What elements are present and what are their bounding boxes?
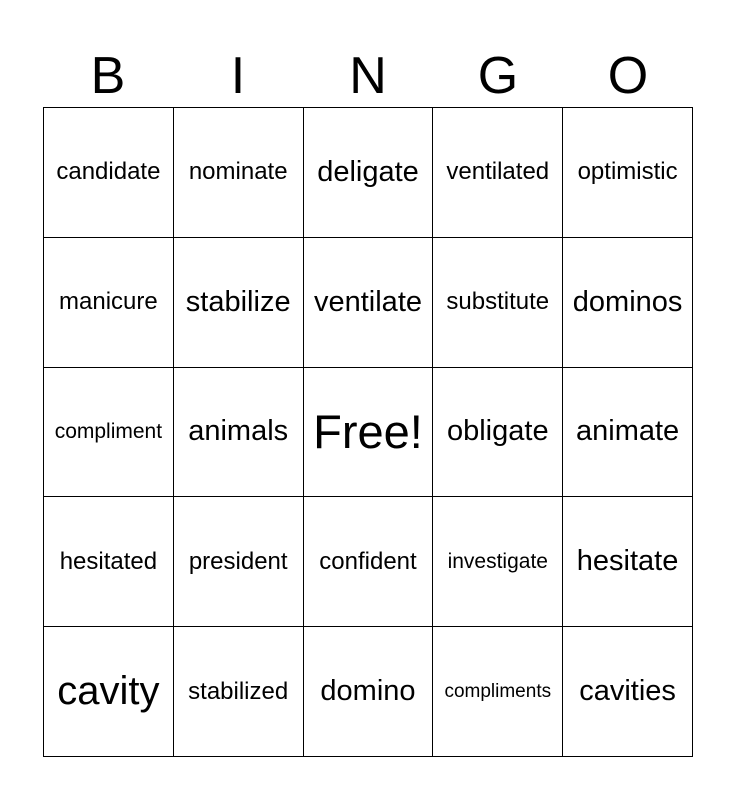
header-letter-b: B (90, 47, 126, 105)
bingo-cell-r0-c4: optimistic (563, 108, 693, 238)
bingo-cell-r0-c3: ventilated (433, 108, 563, 238)
bingo-cell-r0-c1: nominate (174, 108, 304, 238)
bingo-cell-r1-c0: manicure (44, 238, 174, 368)
free-space-cell: Free! (304, 368, 434, 498)
header-letter-i: I (230, 47, 246, 105)
bingo-cell-r0-c2: deligate (304, 108, 434, 238)
bingo-cell-r3-c1: president (174, 497, 304, 627)
bingo-cell-r2-c3: obligate (433, 368, 563, 498)
bingo-cell-r3-c4: hesitate (563, 497, 693, 627)
bingo-cell-r3-c0: hesitated (44, 497, 174, 627)
bingo-cell-r4-c1: stabilized (174, 627, 304, 757)
bingo-cell-r4-c0: cavity (44, 627, 174, 757)
bingo-header (43, 44, 693, 108)
bingo-cell-r3-c2: confident (304, 497, 434, 627)
bingo-cell-r1-c1: stabilize (174, 238, 304, 368)
bingo-cell-r1-c3: substitute (433, 238, 563, 368)
bingo-cell-r0-c0: candidate (44, 108, 174, 238)
bingo-cell-r1-c2: ventilate (304, 238, 434, 368)
bingo-cell-r4-c2: domino (304, 627, 434, 757)
bingo-card-grid (43, 107, 693, 757)
bingo-cell-r2-c0: compliment (44, 368, 174, 498)
bingo-cell-r1-c4: dominos (563, 238, 693, 368)
bingo-cell-r2-c1: animals (174, 368, 304, 498)
bingo-cell-r3-c3: investigate (433, 497, 563, 627)
bingo-cell-r4-c4: cavities (563, 627, 693, 757)
bingo-cell-r4-c3: compliments (433, 627, 563, 757)
header-letter-g: G (477, 47, 519, 105)
bingo-cell-r2-c4: animate (563, 368, 693, 498)
header-letter-n: N (349, 47, 387, 105)
header-letter-o: O (607, 47, 649, 105)
